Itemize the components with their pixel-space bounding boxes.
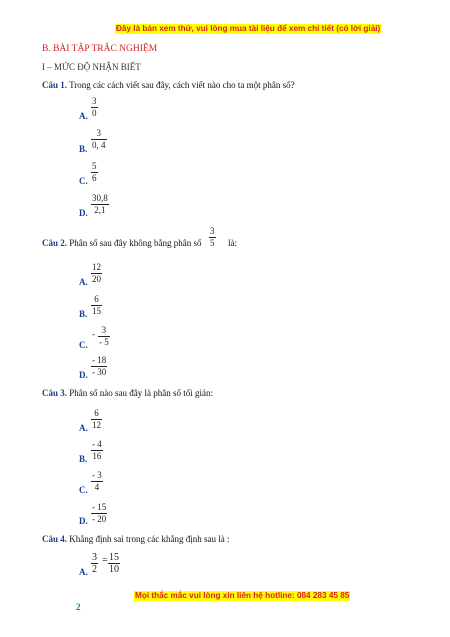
numerator: 3 [98,325,110,337]
option-b-label[interactable]: B. [79,144,88,154]
question-text: Khẳng định sai trong các khẳng định sau là : [67,534,230,544]
question-text: Phân số sau đây không bằng phân số [67,238,202,248]
question-2-suffix: là: [228,238,237,248]
option-b-fraction [91,439,103,462]
question-4 [42,534,229,544]
denominator: 2 [92,564,97,575]
denominator: 12 [92,420,101,430]
option-a-label[interactable]: A. [79,567,88,577]
denominator: 16 [92,451,102,461]
denominator: 15 [92,306,101,316]
hotline-footer: Mọi thắc mắc vui lòng xin liên hệ hotline: 084 283 45 85 [135,591,350,600]
question-2 [42,238,202,248]
numerator: 6 [91,294,102,306]
denominator: 6 [92,173,97,183]
option-c-label[interactable]: C. [79,176,88,186]
numerator: 3 [92,96,97,106]
option-a-label[interactable]: A. [79,423,88,433]
numerator: 3 [91,128,107,140]
option-d-label[interactable]: D. [79,370,88,380]
option-c-sign: - [92,329,95,339]
denominator: 20 [92,274,101,284]
numerator: - 3 [92,470,102,480]
option-a-fraction [91,408,102,431]
option-c-fraction [91,470,103,493]
option-a-left-fraction [91,552,98,575]
option-b-fraction [91,294,102,317]
option-d-fraction [91,355,107,378]
reference-fraction [209,226,216,249]
numerator: - 15 [92,502,107,512]
equals-sign: = [102,555,108,566]
denominator: - 30 [92,367,107,377]
option-c-label[interactable]: C. [79,485,88,495]
denominator: 2,1 [94,205,106,215]
question-1 [42,80,295,90]
option-b-label[interactable]: B. [79,454,88,464]
question-label: Câu 3. [42,388,68,398]
question-label: Câu 1. [42,80,68,90]
denominator: - 5 [99,337,109,347]
option-c-fraction [98,325,110,348]
denominator: 0, 4 [92,140,106,150]
option-d-fraction [91,193,109,216]
page-number: 2 [76,602,81,612]
option-a-fraction [91,96,98,119]
numerator: 6 [91,408,102,420]
question-text: Trong các cách viết sau đây, cách viết nào cho ta một phân số? [67,80,295,90]
option-b-label[interactable]: B. [79,309,88,319]
option-a-right-fraction [108,552,120,575]
option-d-label[interactable]: D. [79,208,88,218]
option-c-label[interactable]: C. [79,340,88,350]
denominator: - 20 [92,514,107,524]
preview-banner: Đây là bản xem thử, vui lòng mua tài liệu để xem chi tiết (có lời giải) [116,24,381,33]
question-label: Câu 4. [42,534,68,544]
option-a-label[interactable]: A. [79,111,88,121]
denominator: 0 [92,108,97,118]
denominator: 5 [210,238,215,248]
question-label: Câu 2. [42,238,68,248]
numerator: 5 [92,161,97,171]
option-d-label[interactable]: D. [79,516,88,526]
numerator: - 18 [92,355,107,365]
question-3 [42,388,213,398]
numerator: - 4 [92,439,102,449]
denominator: 4 [94,482,100,492]
subsection-title: I – MỨC ĐỘ NHẬN BIẾT [42,62,141,72]
option-d-fraction [91,502,107,525]
denominator: 10 [109,564,119,575]
numerator: 3 [92,552,97,563]
numerator: 3 [210,226,215,236]
numerator: 15 [109,552,119,563]
option-c-fraction [91,161,98,184]
section-title: B. BÀI TẬP TRẮC NGHIỆM [42,44,158,54]
option-a-fraction [91,262,102,285]
numerator: 12 [92,262,101,272]
option-b-fraction [91,128,107,151]
option-a-label[interactable]: A. [79,277,88,287]
numerator: 30,8 [92,193,108,203]
question-text: Phân số nào sau đây là phân số tối giản: [67,388,213,398]
